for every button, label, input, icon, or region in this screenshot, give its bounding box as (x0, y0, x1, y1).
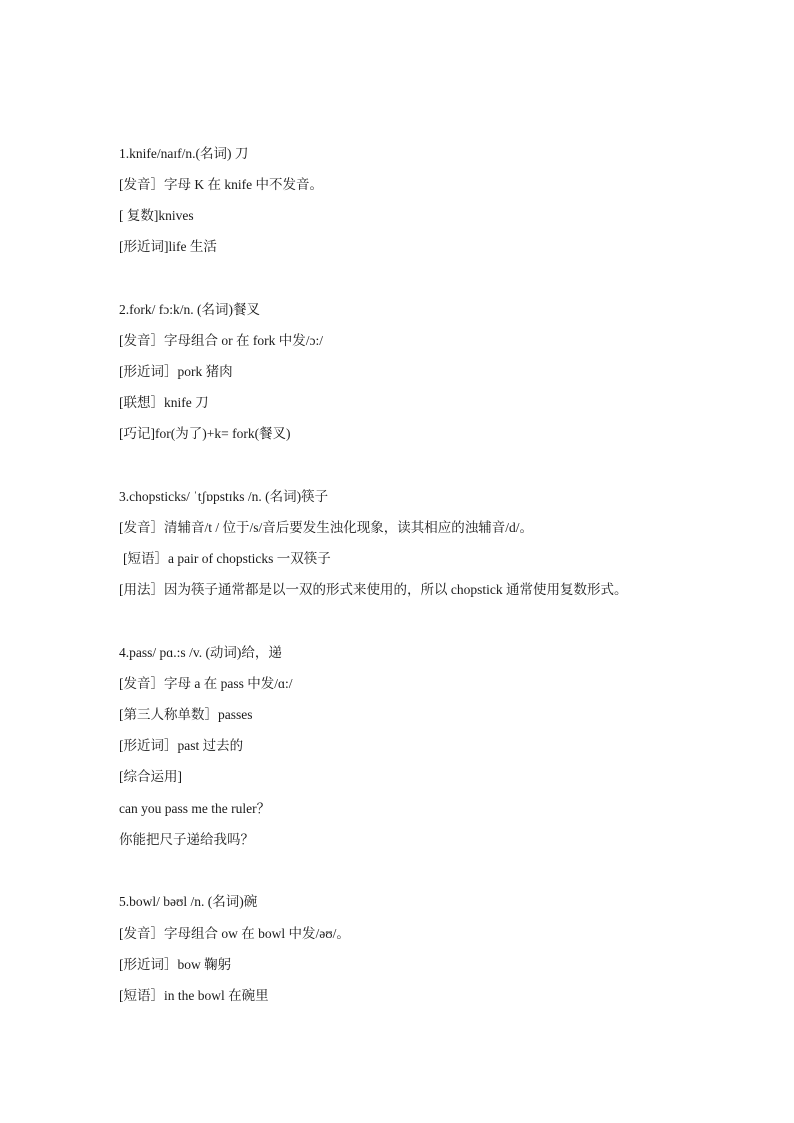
entry-4-line-third-person: [第三人称单数］passes (119, 707, 253, 722)
entry-5-line-pronunciation: [发音］字母组合 ow 在 bowl 中发/əʊ/。 (119, 926, 350, 941)
entry-3-headword: 3.chopsticks/ ˈtʃɒpstɪks /n. (名词)筷子 (119, 489, 329, 504)
entry-3-line-pronunciation: [发音］清辅音/t / 位于/s/音后要发生浊化现象，读其相应的浊辅音/d/。 (119, 520, 534, 535)
entry-4-line-similar-word: [形近词］past 过去的 (119, 738, 244, 753)
entry-3-line-phrase: [短语］a pair of chopsticks 一双筷子 (123, 551, 331, 566)
entry-4-line-usage-heading: [综合运用] (119, 769, 182, 784)
entry-4-headword: 4.pass/ pɑ.:s /v. (动词)给，递 (119, 645, 282, 660)
entry-2-line-pronunciation: [发音］字母组合 or 在 fork 中发/ɔ:/ (119, 333, 323, 348)
entry-4-line-pronunciation: [发音］字母 a 在 pass 中发/ɑ:/ (119, 676, 293, 691)
entry-2-headword: 2.fork/ fɔ:k/n. (名词)餐叉 (119, 302, 260, 317)
entry-1-line-plural: [ 复数]knives (119, 208, 194, 223)
entry-1-line-pronunciation: [发音］字母 K 在 knife 中不发音。 (119, 177, 323, 192)
entry-5-line-phrase: [短语］in the bowl 在碗里 (119, 988, 269, 1003)
entry-5-line-similar-word: [形近词］bow 鞠躬 (119, 957, 232, 972)
entry-1-line-similar-word: [形近词]life 生活 (119, 239, 217, 254)
entry-1-headword: 1.knife/naɪf/n.(名词) 刀 (119, 146, 249, 161)
entry-4-line-example-en: can you pass me the ruler？ (119, 801, 271, 816)
entry-5-headword: 5.bowl/ bəʊl /n. (名词)碗 (119, 894, 258, 909)
entry-2-line-mnemonic: [巧记]for(为了)+k= fork(餐叉) (119, 426, 291, 441)
entry-2-line-similar-word: [形近词］pork 猪肉 (119, 364, 233, 379)
entry-4-line-example-zh: 你能把尺子递给我吗？ (119, 832, 254, 847)
entry-2-line-association: [联想］knife 刀 (119, 395, 209, 410)
entry-3-line-usage: [用法］因为筷子通常都是以一双的形式来使用的，所以 chopstick 通常使用复数形式。 (119, 582, 628, 597)
